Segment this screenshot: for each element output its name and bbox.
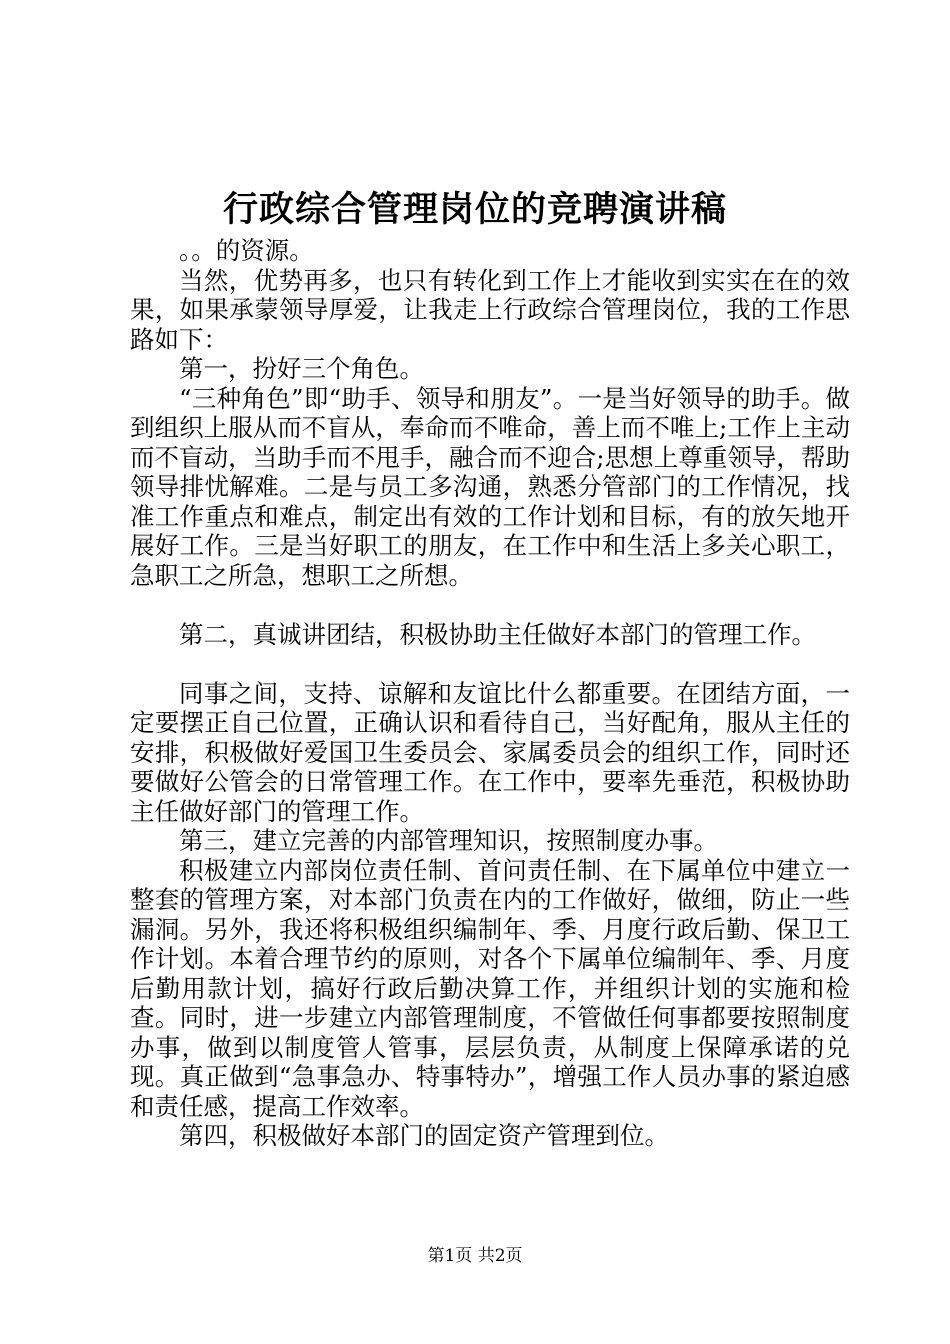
paragraph-unity: 同事之间，支持、谅解和友谊比什么都重要。在团结方面，一定要摆正自己位置，正确认识和看待自己，当好配角，服从主任的安排，积极做好爱国卫生委员会、家属委员会的组织工作，同时还要做好公管会的日常管理工作。在工作中，要率先垂范，积极协助主任做好部门的管理工作。: [130, 678, 850, 826]
page-footer: 第1页 共2页: [427, 1246, 523, 1266]
paragraph-work-approach: 当然，优势再多，也只有转化到工作上才能收到实实在在的效果，如果承蒙领导厚爱，让我走上行政综合管理岗位，我的工作思路如下：: [130, 265, 850, 354]
paragraph-intro-fragment: 。。的资源。: [179, 236, 314, 265]
page-title: 行政综合管理岗位的竞聘演讲稿: [222, 189, 727, 230]
paragraph-management-system: 积极建立内部岗位责任制、首问责任制、在下属单位中建立一整套的管理方案，对本部门负责在内的工作做好，做细，防止一些漏洞。另外，我还将积极组织编制年、季、月度行政后勤、保卫工作计划。本着合理节约的原则，对各个下属单位编制年、季、月度后勤用款计划，搞好行政后勤决算工作，并组织计划的实施和检查。同时，进一步建立内部管理制度，不管做任何事都要按照制度办事，做到以制度管人管事，层层负责，从制度上保障承诺的兑现。真正做到“急事急办、特事特办”，增强工作人员办事的紧迫感和责任感，提高工作效率。: [130, 855, 850, 1121]
paragraph-three-roles: “三种角色”即“助手、领导和朋友”。一是当好领导的助手。做到组织上服从而不盲从，奉命而不唯命，善上而不唯上;工作上主动而不盲动，当助手而不甩手，融合而不迎合;思想上尊重领导，帮助领导排忧解难。二是与员工多沟通，熟悉分管部门的工作情况，找准工作重点和难点，制定出有效的工作计划和目标，有的放矢地开展好工作。三是当好职工的朋友，在工作中和生活上多关心职工，急职工之所急，想职工之所想。: [130, 383, 850, 590]
heading-point-two: 第二，真诚讲团结，积极协助主任做好本部门的管理工作。: [179, 619, 816, 649]
document-body: [130, 236, 850, 1151]
heading-point-one: 第一，扮好三个角色。: [179, 354, 424, 383]
heading-point-three: 第三，建立完善的内部管理知识，按照制度办事。: [179, 826, 718, 855]
heading-point-four: 第四，积极做好本部门的固定资产管理到位。: [179, 1121, 669, 1150]
